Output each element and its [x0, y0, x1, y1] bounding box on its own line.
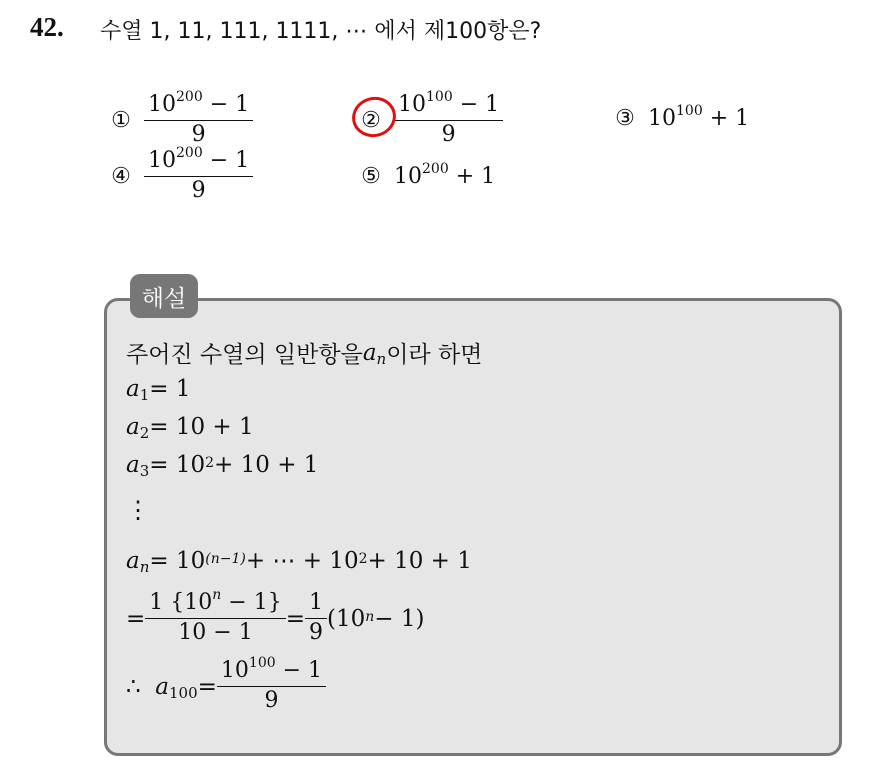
- solution-intro: 주어진 수열의 일반항을 a n 이라 하면: [126, 339, 483, 368]
- choice-1-fraction: $\frac{10^{200} - 1}{9}$: [144, 92, 253, 149]
- solution-fraction-1: $\frac{1 \{10^n - 1\}}{10 - 1}$: [145, 590, 285, 647]
- choice-5[interactable]: [358, 160, 496, 189]
- choice-1[interactable]: [108, 88, 253, 149]
- solution-a2: a 2 = 10 + 1: [126, 414, 254, 442]
- solution-vdots: ⋮: [126, 496, 150, 524]
- choice-3-label: ③: [615, 106, 635, 131]
- choice-5-label: ⑤: [361, 164, 381, 189]
- solution-equation: = $\frac{1 \{10^n - 1\}}{10 - 1}$ = $\frac{1}{9}$ (10 $^n$ − 1): [126, 586, 425, 645]
- solution-an: a n = 10 $^{(n-1)}$ + ⋯ + 10 $^2$ + 10 + 1: [126, 548, 472, 576]
- choice-3-expression: $10^{100} + 1$: [648, 102, 750, 131]
- solution-final: ∴ a 100 = $\frac{10^{100} - 1}{9}$: [126, 658, 326, 715]
- choice-4[interactable]: [108, 144, 253, 205]
- question-number: 42.: [30, 12, 64, 42]
- solution-a3: a 3 = 10 $^2$ + 10 + 1: [126, 452, 319, 480]
- solution-final-fraction: $\frac{10^{100} - 1}{9}$: [217, 658, 326, 715]
- choice-4-label: ④: [111, 164, 131, 189]
- choice-1-label: ①: [111, 108, 131, 133]
- question-text: 수열 1, 11, 111, 1111, ⋯ 에서 제100항은?: [100, 19, 542, 44]
- choice-3[interactable]: [612, 102, 750, 131]
- solution-a1: a 1 = 1: [126, 376, 191, 404]
- choice-2-label: ②: [361, 108, 381, 133]
- choice-5-expression: $10^{200} + 1$: [394, 160, 496, 189]
- solution-fraction-2: $\frac{1}{9}$: [305, 590, 327, 647]
- choice-2-fraction: $\frac{10^{100} - 1}{9}$: [394, 92, 503, 149]
- solution-tag: 해설: [130, 274, 198, 318]
- choice-4-fraction: $\frac{10^{200} - 1}{9}$: [144, 148, 253, 205]
